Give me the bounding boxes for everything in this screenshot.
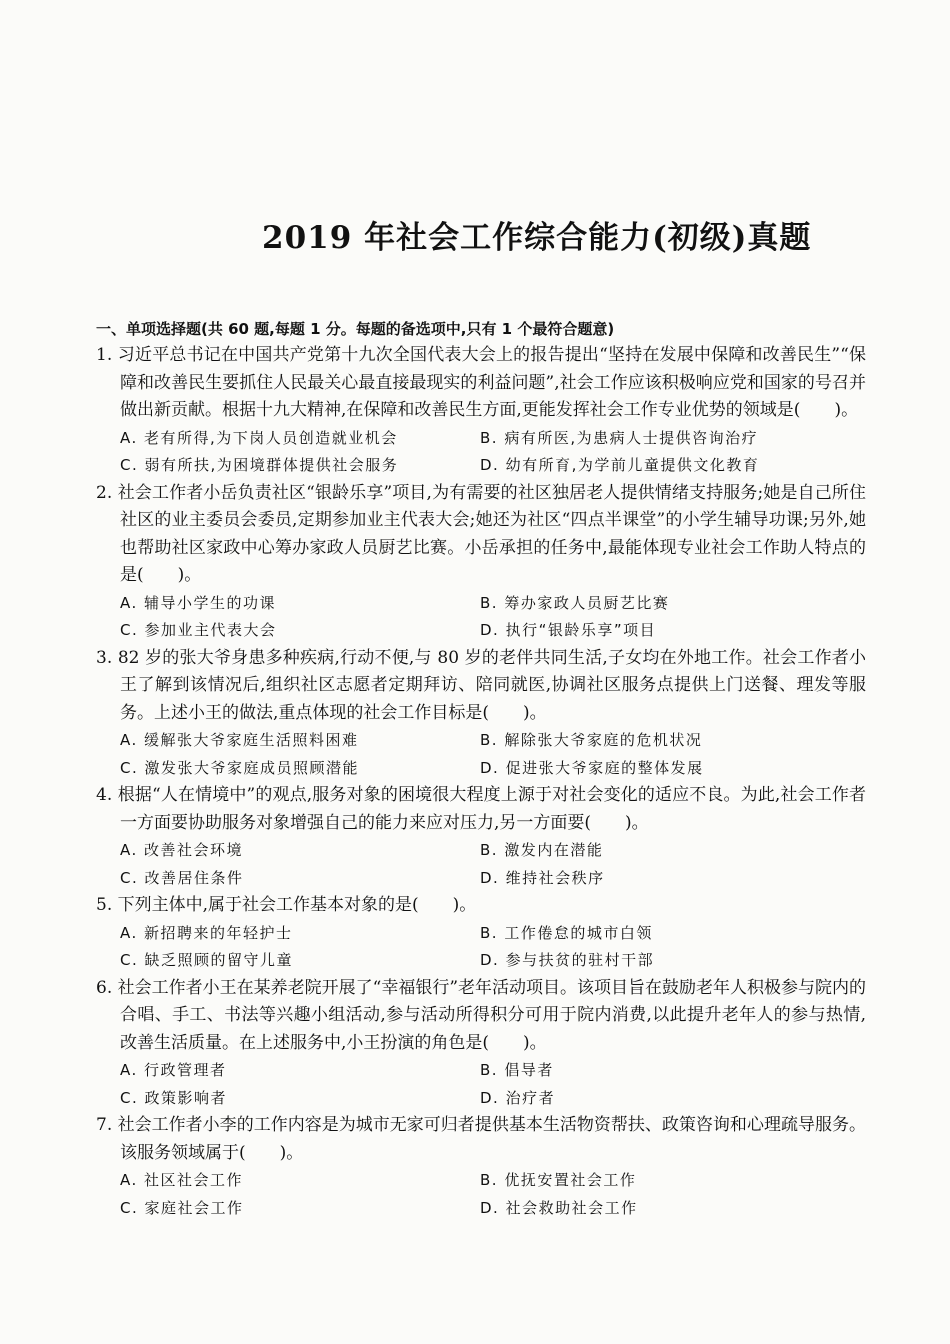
options-grid [120, 1057, 866, 1112]
option-b: B. 优抚安置社会工作 [480, 1171, 637, 1189]
question-5 [96, 892, 866, 975]
option-a: A. 辅导小学生的功课 [120, 593, 277, 612]
option-d: D. 参与扶贫的驻村干部 [480, 951, 655, 969]
question-3 [96, 645, 866, 783]
page-title: 2019 年社会工作综合能力(初级)真题 [262, 220, 812, 256]
options-grid [120, 1167, 866, 1222]
question-stem: 3. 82 岁的张大爷身患多种疾病,行动不便,与 80 岁的老伴共同生活,子女均在外地工作。社会工作者小王了解到该情况后,组织社区志愿者定期拜访、陪同就医,协调社区服务点提供上门送餐、理发等服务。上述小王的做法,重点体现的社会工作目标是( )。 [96, 647, 866, 723]
options-grid [120, 920, 866, 975]
question-stem: 7. 社会工作者小李的工作内容是为城市无家可归者提供基本生活物资帮扶、政策咨询和心理疏导服务。该服务领域属于( )。 [96, 1115, 866, 1163]
option-c: C. 政策影响者 [120, 1088, 228, 1107]
option-a: A. 缓解张大爷家庭生活照料困难 [120, 731, 359, 749]
question-stem: 6. 社会工作者小王在某养老院开展了“幸福银行”老年活动项目。该项目旨在鼓励老年人积极参与院内的合唱、手工、书法等兴趣小组活动,参与活动所得积分可用于院内消费,以此提升老年人的参与热情,改善生活质量。在上述服务中,小王扮演的角色是( )。 [96, 977, 867, 1053]
option-a: A. 新招聘来的年轻护士 [120, 923, 293, 942]
option-d: D. 促进张大爷家庭的整体发展 [480, 758, 704, 777]
option-d: D. 社会救助社会工作 [480, 1198, 638, 1217]
question-stem: 5. 下列主体中,属于社会工作基本对象的是( )。 [96, 895, 477, 915]
option-a: A. 老有所得,为下岗人员创造就业机会 [120, 428, 398, 447]
option-b: B. 解除张大爷家庭的危机状况 [480, 731, 703, 749]
question-6 [96, 975, 866, 1113]
question-1 [96, 342, 866, 480]
option-c: C. 家庭社会工作 [120, 1198, 244, 1217]
option-b: B. 病有所医,为患病人士提供咨询治疗 [480, 428, 759, 447]
question-stem: 1. 习近平总书记在中国共产党第十九次全国代表大会上的报告提出“坚持在发展中保障和改善民生”“保障和改善民生要抓住人民最关心最直接最现实的利益问题”,社会工作应该积极响应党和国家的号召并做出新贡献。根据十九大精神,在保障和改善民生方面,更能发挥社会工作专业优势的领域是( )。 [96, 345, 866, 420]
option-a: A. 社区社会工作 [120, 1171, 244, 1189]
option-b: B. 激发内在潜能 [480, 841, 604, 859]
option-c: C. 参加业主代表大会 [120, 621, 277, 639]
section-title: 一、单项选择题(共 60 题,每题 1 分。每题的备选项中,只有 1 个最符合题意) [96, 320, 615, 338]
question-7 [96, 1112, 866, 1222]
question-list [96, 318, 866, 1222]
question-4 [96, 782, 866, 892]
option-b: B. 工作倦怠的城市白领 [480, 923, 653, 942]
option-d: D. 执行“银龄乐享”项目 [480, 621, 657, 639]
question-stem: 4. 根据“人在情境中”的观点,服务对象的困境很大程度上源于对社会变化的适应不良。为此,社会工作者一方面要协助服务对象增强自己的能力来应对压力,另一方面要( )。 [96, 785, 866, 833]
option-d: D. 治疗者 [480, 1088, 556, 1107]
question-stem: 2. 社会工作者小岳负责社区“银龄乐享”项目,为有需要的社区独居老人提供情绪支持服务;她是自己所住社区的业主委员会委员,定期参加业主代表大会;她还为社区“四点半课堂”的小学生辅导功课;另外,她也帮助社区家政中心筹办家政人员厨艺比赛。小岳承担的任务中,最能体现专业社会工作助人特点的是( )。 [96, 482, 866, 585]
options-grid [120, 837, 866, 892]
option-b: B. 筹办家政人员厨艺比赛 [480, 593, 670, 612]
option-c: C. 激发张大爷家庭成员照顾潜能 [120, 758, 360, 777]
option-c: C. 缺乏照顾的留守儿童 [120, 951, 294, 969]
options-grid [120, 727, 866, 782]
question-2 [96, 480, 866, 645]
option-c: C. 弱有所扶,为困境群体提供社会服务 [120, 456, 399, 474]
option-a: A. 行政管理者 [120, 1061, 227, 1079]
option-d: D. 幼有所育,为学前儿童提供文化教育 [480, 456, 760, 474]
options-grid [120, 425, 866, 480]
option-d: D. 维持社会秩序 [480, 868, 605, 887]
options-grid [120, 590, 866, 645]
questions-container [96, 342, 866, 1222]
option-b: B. 倡导者 [480, 1061, 554, 1079]
option-a: A. 改善社会环境 [120, 841, 244, 859]
option-c: C. 改善居住条件 [120, 868, 244, 887]
